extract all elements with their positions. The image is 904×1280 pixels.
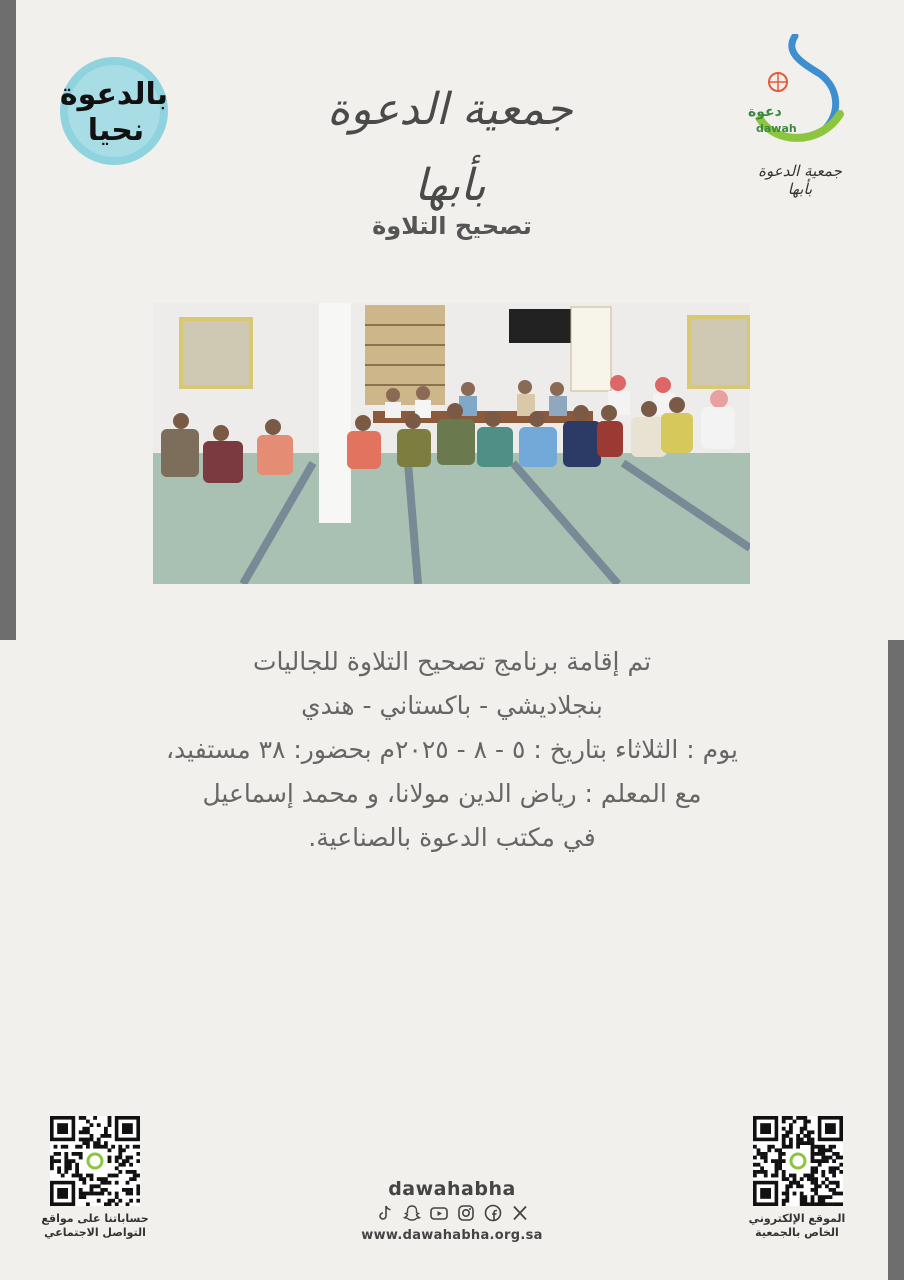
social-handle: dawahabha <box>388 1178 516 1200</box>
website-qr-caption <box>727 1212 867 1240</box>
dawah-logo-mark <box>740 34 860 154</box>
youtube-icon[interactable] <box>429 1203 449 1223</box>
social-icons-row <box>362 1203 542 1225</box>
x-icon[interactable] <box>510 1203 530 1223</box>
description-line-2: بنجلاديشي - باكستاني - هندي <box>301 691 603 720</box>
description-line-1: تم إقامة برنامج تصحيح التلاوة للجاليات <box>252 647 652 676</box>
description-line-5: في مكتب الدعوة بالصناعية. <box>308 823 596 852</box>
bildawah-nahya-logo <box>50 52 178 170</box>
description-line-3: يوم : الثلاثاء بتاريخ : ٥ - ٨ - ٢٠٢٥م بحضور: ٣٨ مستفيد، <box>165 735 738 764</box>
social-accounts-qr-code[interactable] <box>50 1116 140 1206</box>
logo-text-line2: نحيا <box>87 113 145 148</box>
dawah-brand-arabic: دعوة <box>748 104 782 120</box>
website-url[interactable]: www.dawahabha.org.sa <box>361 1228 543 1243</box>
instagram-icon[interactable] <box>456 1203 476 1223</box>
event-photo <box>153 303 750 584</box>
event-description <box>40 640 864 860</box>
association-calligraphy-title: جمعية الدعوة بأبها <box>327 84 573 211</box>
logo-text-line1: بالدعوة <box>59 77 169 112</box>
website-qr-caption-line-1: الموقع الإلكتروني <box>748 1212 846 1225</box>
facebook-icon[interactable] <box>483 1203 503 1223</box>
tiktok-icon[interactable] <box>375 1203 395 1223</box>
social-qr-caption-line-2: التواصل الاجتماعي <box>44 1226 146 1239</box>
dawah-brand-english: dawah <box>756 122 797 135</box>
social-qr-caption-line-1: حساباتنا على مواقع <box>41 1212 149 1225</box>
social-qr-caption <box>25 1212 165 1240</box>
page-title: تصحيح التلاوة <box>372 212 532 240</box>
website-qr-caption-line-2: الخاص بالجمعية <box>755 1226 839 1239</box>
dawah-logo-subtitle: جمعية الدعوة بأبها <box>758 162 842 198</box>
description-line-4: مع المعلم : رياض الدين مولانا، و محمد إسماعيل <box>202 779 702 808</box>
dawah-logo <box>740 34 860 198</box>
left-accent-bar <box>0 0 16 640</box>
right-accent-bar <box>888 640 904 1280</box>
snapchat-icon[interactable] <box>402 1203 422 1223</box>
website-qr-code[interactable] <box>753 1116 843 1206</box>
